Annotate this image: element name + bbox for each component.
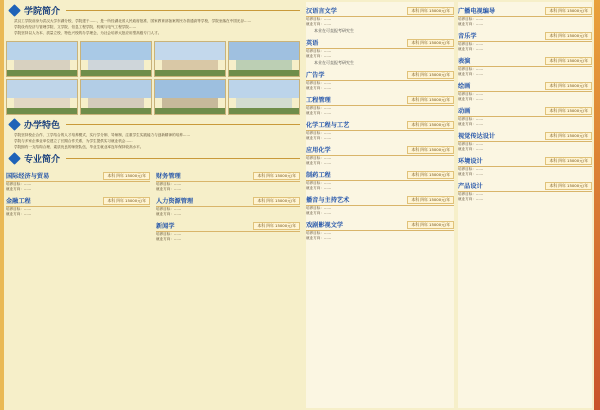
- right-stripe: [594, 0, 600, 410]
- major-career: 就业方向：……: [156, 187, 182, 192]
- major-career: 就业方向：……: [6, 212, 32, 217]
- campus-photo: [6, 41, 78, 77]
- major-tags: 本科 四年 15000元/年: [545, 132, 592, 140]
- major-block: [458, 130, 592, 152]
- major-goal: 培养目标：……: [306, 206, 332, 210]
- major-title: 绘画: [458, 83, 471, 90]
- major-tags: 本科 四年 15000元/年: [545, 107, 592, 115]
- major-title: 国际经济与贸易: [6, 173, 50, 181]
- major-block: [458, 30, 592, 52]
- major-title: 财务管理: [156, 173, 181, 181]
- major-goal: 培养目标：……: [156, 182, 182, 187]
- major-block: [458, 105, 592, 127]
- section-rule: [66, 10, 300, 11]
- features-paragraph-3: 学院拥有一支结构合理、素质优良的师资队伍，毕业生就业率连年保持较高水平。: [14, 145, 144, 150]
- major-career: 就业方向：……: [156, 212, 182, 217]
- left-stripe: [0, 0, 4, 410]
- middle-column: [306, 2, 454, 408]
- major-goal: 培养目标：……: [306, 181, 332, 185]
- section-college-intro: [6, 4, 300, 17]
- campus-photo: [6, 79, 78, 115]
- major-tags: 本科 四年 15000元/年: [407, 221, 454, 229]
- major-block: [306, 37, 454, 66]
- major-tags: 本科 四年 15000元/年: [407, 196, 454, 204]
- major-block: [306, 5, 454, 34]
- major-goal: 培养目标：……: [306, 106, 332, 110]
- major-title: 人力资源管理: [156, 198, 194, 206]
- campus-photo-grid: [6, 41, 300, 115]
- major-goal: 培养目标：……: [156, 232, 182, 237]
- campus-photo: [80, 41, 152, 77]
- major-note: 本业在可直报考研究生: [314, 60, 354, 65]
- section-title: 学院简介: [24, 7, 61, 17]
- major-tags: 本科 四年 15000元/年: [545, 82, 592, 90]
- major-block: [306, 94, 454, 116]
- major-career: 就业方向：……: [306, 86, 332, 90]
- major-career: 就业方向：……: [306, 22, 332, 26]
- major-tags: 本科 四年 15000元/年: [545, 182, 592, 190]
- major-title: 产品设计: [458, 183, 483, 190]
- intro-paragraph-3: 学院坚持以人为本、质量立校、特色兴校的办学理念，为社会培养大批应用型高级专门人才。: [14, 31, 162, 36]
- major-block: [306, 194, 454, 216]
- major-goal: 培养目标：……: [458, 17, 484, 21]
- major-block: [306, 169, 454, 191]
- major-block: [6, 170, 150, 192]
- major-goal: 培养目标：……: [458, 92, 484, 96]
- major-career: 就业方向：……: [458, 47, 484, 51]
- major-block: [458, 55, 592, 77]
- major-title: 工程管理: [306, 97, 331, 104]
- majors-subcolumn-right: [156, 167, 300, 242]
- major-career: 就业方向：……: [458, 122, 484, 126]
- major-title: 戏剧影视文学: [306, 222, 344, 229]
- major-goal: 培养目标：……: [458, 192, 484, 196]
- major-tags: 本科 四年 15000元/年: [103, 197, 150, 205]
- campus-photo: [154, 41, 226, 77]
- major-tags: 本科 四年 15000元/年: [407, 71, 454, 79]
- section-features: [6, 118, 300, 131]
- major-tags: 本科 四年 15000元/年: [253, 172, 300, 180]
- major-tags: 本科 四年 15000元/年: [545, 57, 592, 65]
- major-career: 就业方向：……: [306, 54, 332, 58]
- major-note: 本业在可直报考研究生: [314, 28, 354, 33]
- major-title: 动画: [458, 108, 471, 115]
- major-career: 就业方向：……: [306, 186, 332, 190]
- major-career: 就业方向：……: [458, 97, 484, 101]
- diamond-icon: [8, 152, 21, 165]
- intro-paragraph-1: 武汉工学院前身为武汉大学东湖分校，学院建于……，是一所经湖北省人民政府批准、国家教育部备案的民办普通高等学校，学院坐落在中国光谷……: [14, 19, 252, 23]
- major-title: 视觉传达设计: [458, 133, 496, 140]
- major-goal: 培养目标：……: [458, 167, 484, 171]
- major-tags: 本科 四年 15000元/年: [407, 171, 454, 179]
- major-goal: 培养目标：……: [458, 117, 484, 121]
- major-title: 汉语言文学: [306, 8, 337, 15]
- major-title: 广告学: [306, 72, 325, 79]
- major-title: 应用化学: [306, 147, 331, 154]
- major-career: 就业方向：……: [306, 211, 332, 215]
- major-goal: 培养目标：……: [306, 131, 332, 135]
- campus-photo: [80, 79, 152, 115]
- major-block: [306, 219, 454, 241]
- major-title: 英语: [306, 40, 319, 47]
- majors-subcolumns: [6, 167, 300, 242]
- major-block: [6, 195, 150, 217]
- major-block: [156, 220, 300, 242]
- major-goal: 培养目标：……: [458, 42, 484, 46]
- major-title: 化学工程与工艺: [306, 122, 350, 129]
- major-tags: 本科 四年 15000元/年: [545, 7, 592, 15]
- major-goal: 培养目标：……: [6, 182, 32, 187]
- major-career: 就业方向：……: [458, 72, 484, 76]
- major-block: [458, 5, 592, 27]
- major-career: 就业方向：……: [306, 236, 332, 240]
- major-block: [458, 180, 592, 202]
- major-career: 就业方向：……: [6, 187, 32, 192]
- major-career: 就业方向：……: [306, 161, 332, 165]
- major-tags: 本科 四年 15000元/年: [407, 96, 454, 104]
- features-paragraph-2: 学院与多家企事业单位建立了长期合作关系，为学生提供实习就业机会……: [14, 138, 133, 143]
- major-tags: 本科 四年 15000元/年: [103, 172, 150, 180]
- major-tags: 本科 四年 15000元/年: [545, 157, 592, 165]
- major-career: 就业方向：……: [458, 197, 484, 201]
- major-block: [306, 69, 454, 91]
- section-title: 办学特色: [24, 120, 61, 131]
- major-title: 广播电视编导: [458, 8, 496, 15]
- major-goal: 培养目标：……: [156, 207, 182, 212]
- majors-subcolumn-left: [6, 167, 150, 242]
- major-goal: 培养目标：……: [306, 49, 332, 53]
- campus-photo: [154, 79, 226, 115]
- major-block: [306, 144, 454, 166]
- major-title: 新闻学: [156, 223, 175, 231]
- major-career: 就业方向：……: [156, 237, 182, 242]
- section-rule: [66, 124, 300, 125]
- major-tags: 本科 四年 15000元/年: [253, 197, 300, 205]
- diamond-icon: [8, 4, 21, 17]
- major-tags: 本科 四年 15000元/年: [407, 146, 454, 154]
- major-goal: 培养目标：……: [306, 17, 332, 21]
- major-title: 制药工程: [306, 172, 331, 179]
- major-tags: 本科 四年 15000元/年: [407, 121, 454, 129]
- diamond-icon: [8, 118, 21, 131]
- major-career: 就业方向：……: [458, 172, 484, 176]
- major-tags: 本科 四年 15000元/年: [253, 222, 300, 230]
- major-title: 环境设计: [458, 158, 483, 165]
- right-column: [458, 2, 592, 408]
- campus-photo: [228, 41, 300, 77]
- campus-photo: [228, 79, 300, 115]
- major-tags: 本科 四年 15000元/年: [545, 32, 592, 40]
- major-goal: 培养目标：……: [458, 67, 484, 71]
- major-title: 播音与主持艺术: [306, 197, 350, 204]
- features-paragraph-1: 学院坚持校企合作、工学结合的人才培养模式，实行学分制、导师制，注重学生实践能力与创新精神的培养……: [14, 132, 191, 137]
- major-block: [306, 119, 454, 141]
- major-goal: 培养目标：……: [6, 207, 32, 212]
- major-goal: 培养目标：……: [306, 231, 332, 235]
- section-majors: [6, 152, 300, 165]
- section-title: 专业简介: [24, 155, 61, 166]
- major-goal: 培养目标：……: [306, 81, 332, 85]
- major-tags: 本科 四年 15000元/年: [407, 7, 454, 15]
- left-column: [6, 2, 300, 408]
- major-career: 就业方向：……: [306, 111, 332, 115]
- major-title: 音乐学: [458, 33, 477, 40]
- intro-paragraph-2: 学院设有经济与管理学院、文学院、信息工程学院、机械与电气工程学院……: [14, 25, 137, 30]
- major-block: [156, 195, 300, 217]
- major-block: [156, 170, 300, 192]
- major-title: 金融工程: [6, 198, 31, 206]
- major-title: 表演: [458, 58, 471, 65]
- major-block: [458, 80, 592, 102]
- major-career: 就业方向：……: [458, 22, 484, 26]
- major-career: 就业方向：……: [306, 136, 332, 140]
- major-career: 就业方向：……: [458, 147, 484, 151]
- major-goal: 培养目标：……: [458, 142, 484, 146]
- major-block: [458, 155, 592, 177]
- major-goal: 培养目标：……: [306, 156, 332, 160]
- major-tags: 本科 四年 15000元/年: [407, 39, 454, 47]
- section-rule: [66, 158, 300, 159]
